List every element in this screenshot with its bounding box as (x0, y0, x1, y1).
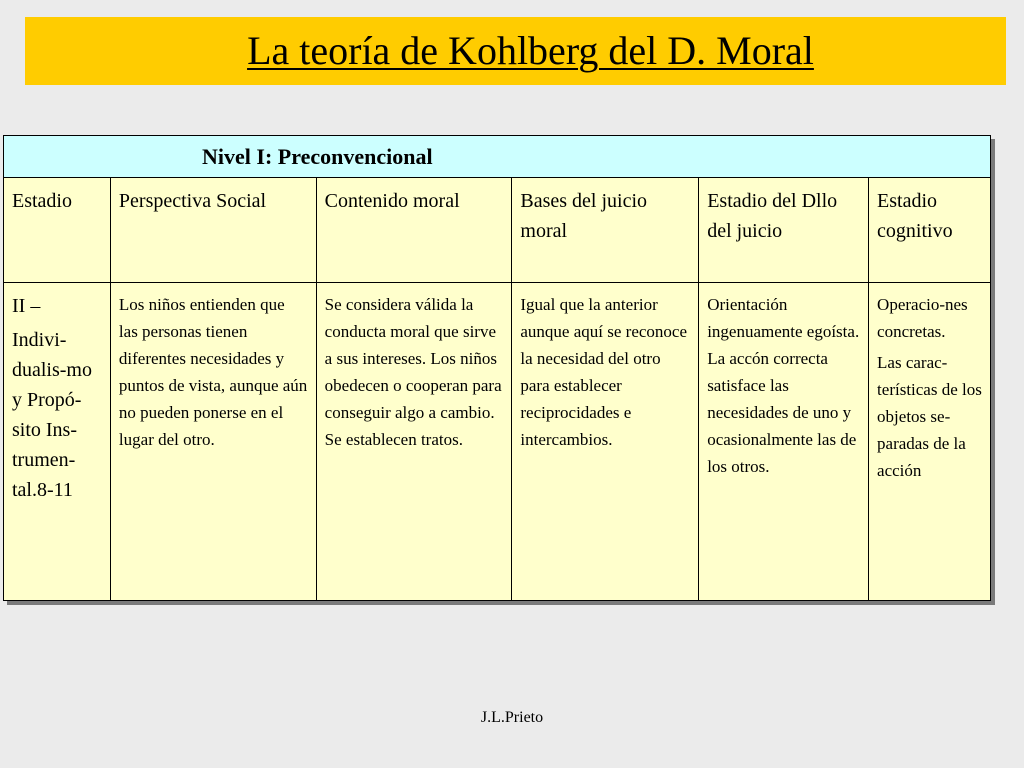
table-row (4, 283, 991, 601)
header-bases: Bases del juicio moral (512, 178, 699, 283)
level-cell (4, 136, 991, 178)
cognitive-cell (869, 283, 991, 601)
level-row (4, 136, 991, 178)
cognitive-stage: Operacio-nes concretas. (877, 295, 968, 341)
footer-author: J.L.Prieto (480, 709, 544, 726)
content-cell: Se considera válida la conducta moral que sirve a sus intereses. Los niños obedecen o cooperan para conseguir algo a cambio. Se establecen tratos. (316, 283, 512, 601)
header-perspective: Perspectiva Social (110, 178, 316, 283)
header-development: Estadio del Dllo del juicio (699, 178, 869, 283)
slide-title: La teoría de Kohlberg del D. Moral (247, 28, 814, 73)
stage-name: Indivi-dualis-mo y Propó-sito Ins-trumen-tal.8-11 (12, 329, 92, 501)
stage-number: II – (12, 295, 41, 317)
level-title: Nivel I: Preconvencional (202, 143, 433, 169)
kohlberg-table (3, 135, 991, 601)
development-cell: Orientación ingenuamente egoísta. La accón correcta satisface las necesidades de uno y ocasionalmente las de los otros. (699, 283, 869, 601)
perspective-cell: Los niños entienden que las personas tienen diferentes necesidades y puntos de vista, aunque aún no pueden ponerse en el lugar del otro. (110, 283, 316, 601)
title-banner (25, 17, 1006, 85)
bases-cell: Igual que la anterior aunque aquí se reconoce la necesidad del otro para establecer reciprocidades e intercambios. (512, 283, 699, 601)
stage-cell (4, 283, 111, 601)
header-cognitive: Estadio cognitivo (869, 178, 991, 283)
header-content: Contenido moral (316, 178, 512, 283)
header-row (4, 178, 991, 283)
cognitive-note: Las carac-terísticas de los objetos se-paradas de la acción (877, 353, 982, 480)
header-stage: Estadio (4, 178, 111, 283)
